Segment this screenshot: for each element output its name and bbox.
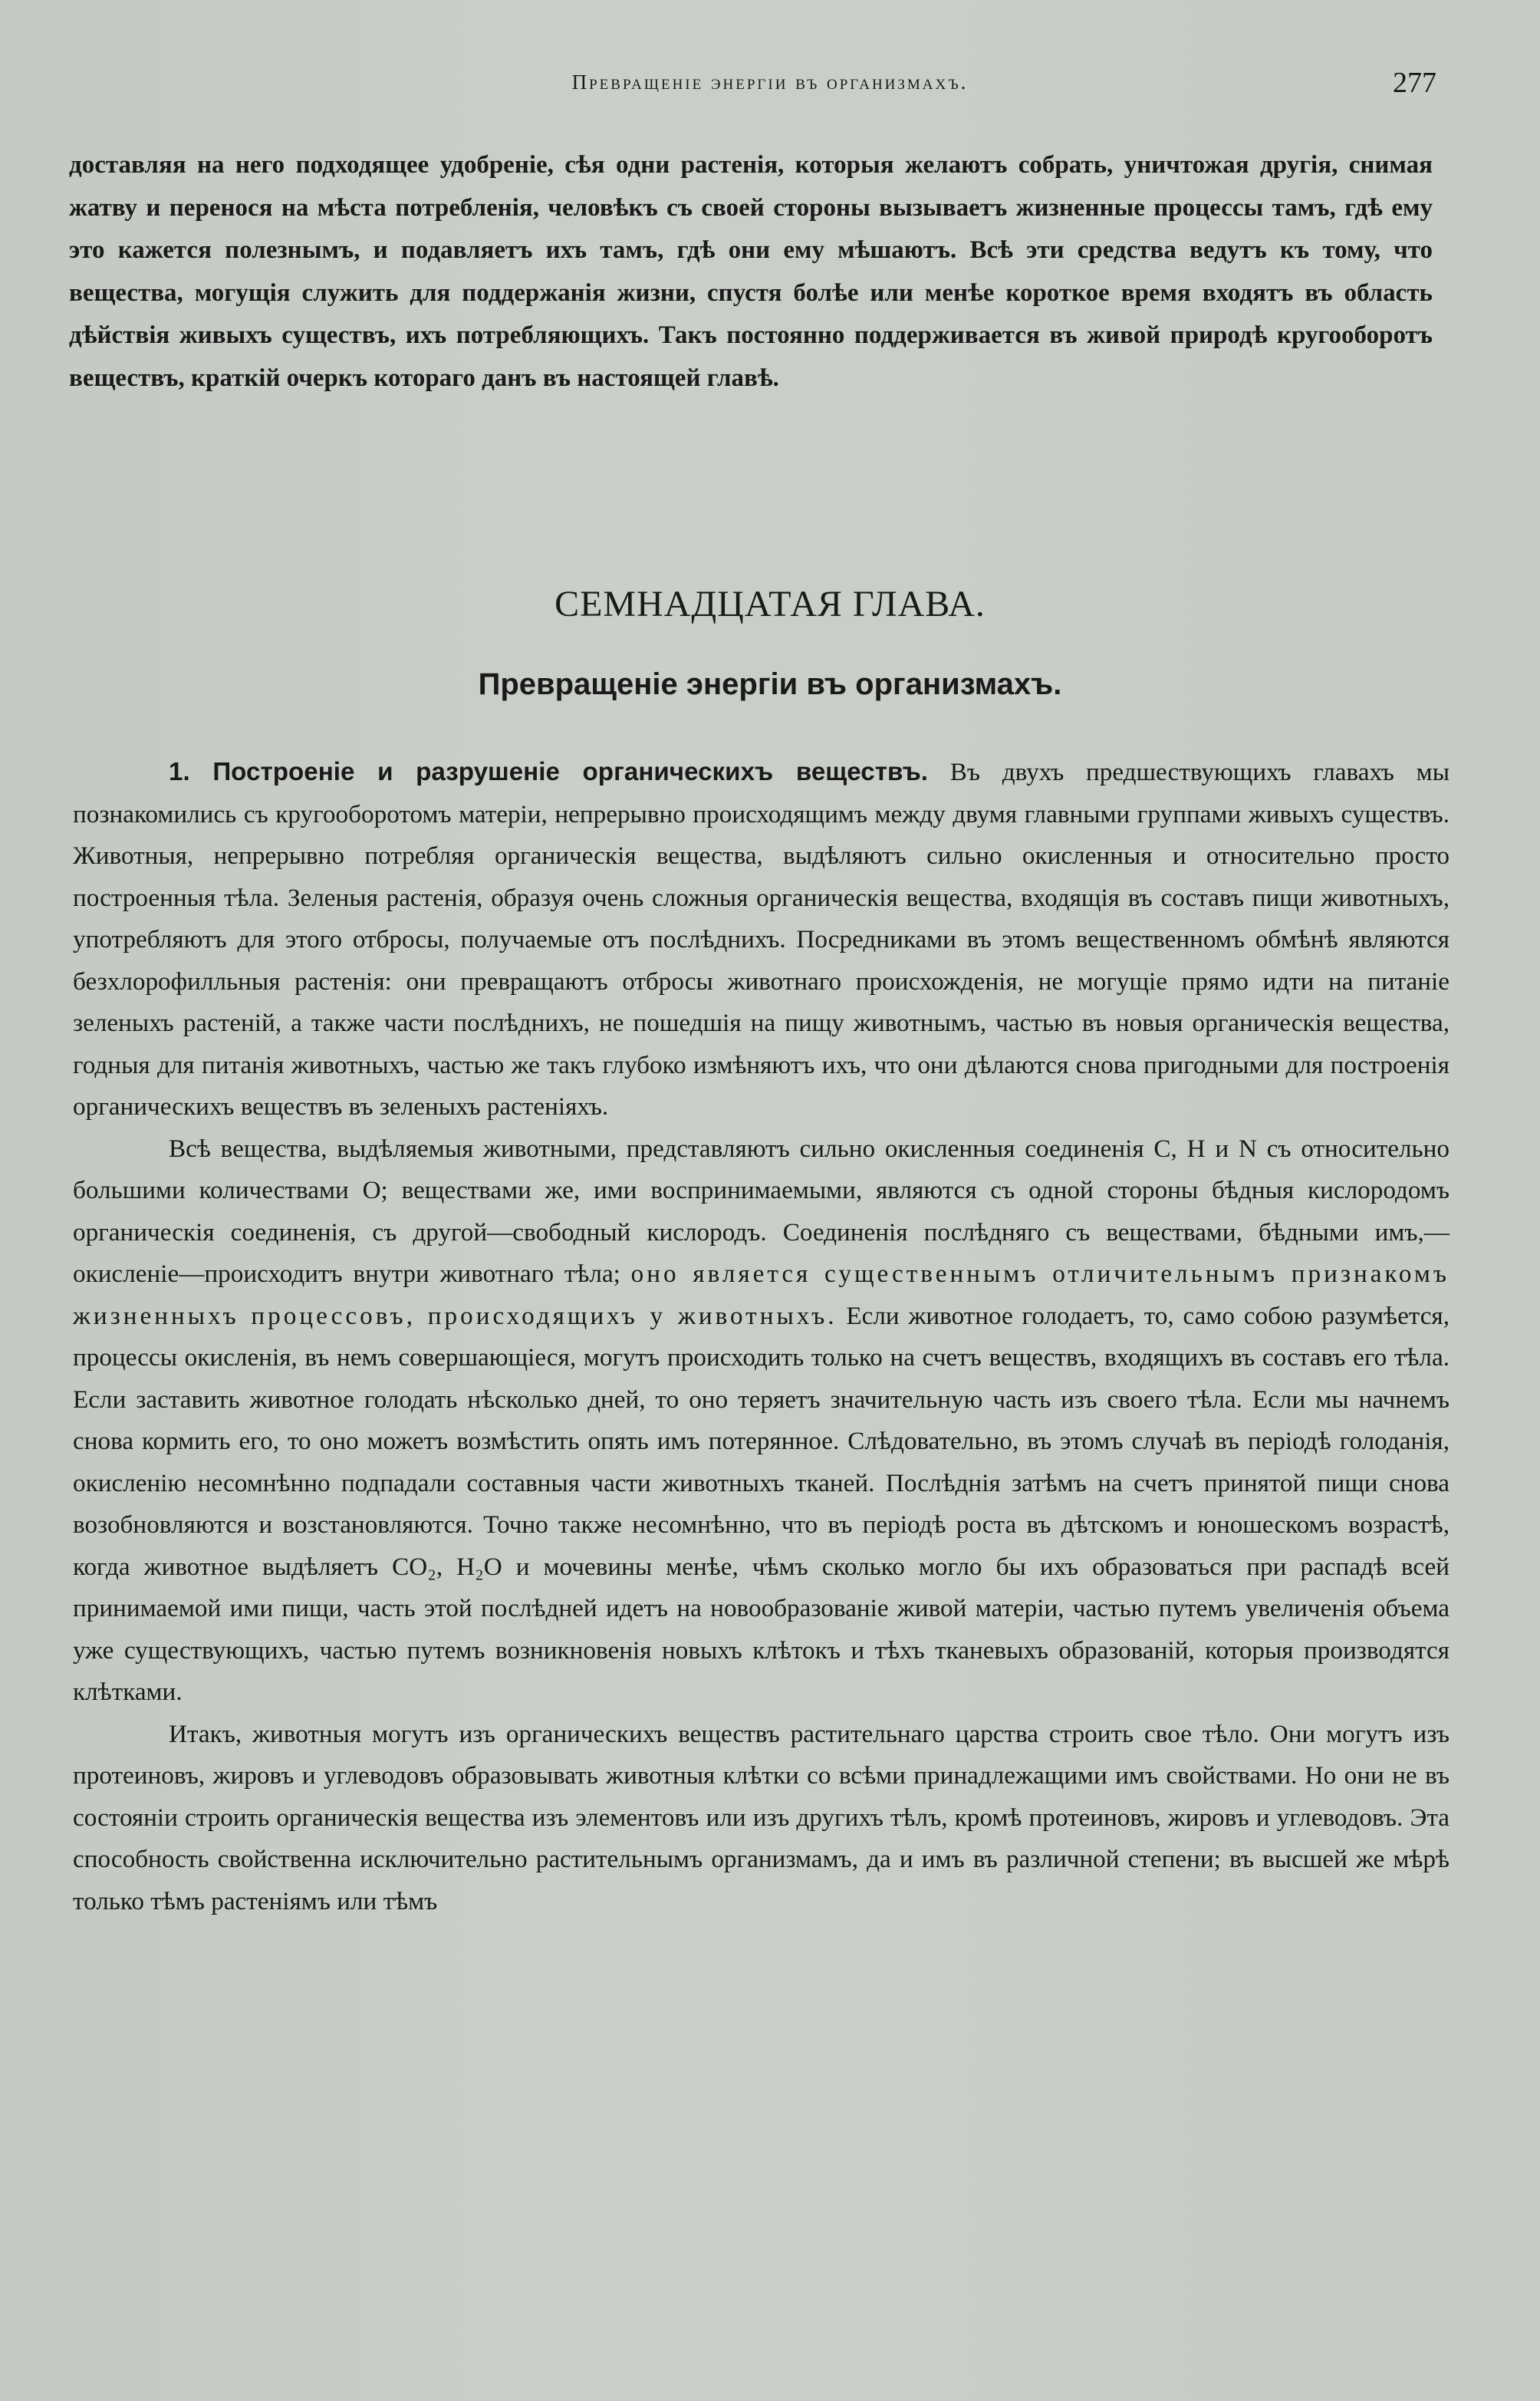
chapter-subtitle: Превращеніе энергіи въ организмахъ.	[478, 667, 1062, 701]
chapter-title: СЕМНАДЦАТАЯ ГЛАВА.	[554, 584, 986, 624]
paragraph-1	[73, 752, 1450, 1128]
running-head	[69, 67, 1471, 104]
paragraph-1-text: Въ двухъ предшествующихъ главахъ мы познакомились съ кругооборотомъ матеріи, непрерывно происходящимъ между двумя главными группами живыхъ существъ. Животныя, непрерывно потребляя органическія вещества, выдѣляютъ сильно окисленныя и относительно просто построенныя тѣла. Зеленыя растенія, образуя очень сложныя органическія вещества, входящія въ составъ пищи животныхъ, употребляютъ для этого отбросы, получаемые отъ послѣднихъ. Посредниками въ этомъ вещественномъ обмѣнѣ являются безхлорофилльныя растенія: они превращаютъ отбросы животнаго происхожденія, не могущіе прямо идти на питаніе зеленыхъ растеній, а также части послѣднихъ, не пошедшія на пищу животнымъ, частью въ новыя органическія вещества, годныя для питанія животныхъ, частью же такъ глубоко измѣняютъ ихъ, что они дѣлаются снова пригодными для построенія органическихъ веществъ въ зеленыхъ растеніяхъ.	[73, 758, 1450, 1121]
paragraph-3: Итакъ, животныя могутъ изъ органическихъ веществъ растительнаго царства строить свое тѣло. Они могутъ изъ протеиновъ, жировъ и углеводовъ образовывать животныя клѣтки со всѣми принадлежащими имъ свойствами. Но они не въ состояніи строить органическія вещества изъ элементовъ или изъ другихъ тѣлъ, кромѣ протеиновъ, жировъ и углеводовъ. Эта способность свойственна исключительно растительнымъ организмамъ, да и имъ въ различной степени; въ высшей же мѣрѣ только тѣмъ растеніямъ или тѣмъ	[73, 1719, 1450, 1915]
emphasized-text: оно является существеннымъ отличительнымъ признакомъ жизненныхъ процессовъ, происходящихъ у животныхъ.	[73, 1260, 1450, 1330]
page-number: 277	[1393, 67, 1436, 99]
paragraph-2-end: Если животное голодаетъ, то, само собою разумѣется, процессы окисленія, въ немъ совершающіеся, могутъ происходить только на счетъ веществъ, входящихъ въ составъ его тѣла. Если заставить животное голодать нѣсколько дней, то оно теряетъ значительную часть изъ своего тѣла. Если мы начнемъ снова кормить его, то оно можетъ возмѣстить опять имъ потерянное. Слѣдовательно, въ этомъ случаѣ въ періодѣ голоданія, окисленію несомнѣнно подпадали составныя части животныхъ тканей. Послѣднія затѣмъ на счетъ принятой пищи снова возобновляются и возстановляются. Точно также несомнѣнно, что въ періодѣ роста въ дѣтскомъ и юношескомъ возрастѣ, когда животное выдѣляетъ CO₂, H₂O и мочевины менѣе, чѣмъ сколько могло бы ихъ образоваться при распадѣ всей принимаемой ими пищи, часть этой послѣдней идетъ на новообразованіе живой матеріи, частью путемъ увеличенія объема уже существующихъ, частью путемъ возникновенія новыхъ клѣтокъ и тѣхъ тканевыхъ образованій, которыя производятся клѣтками.	[73, 1301, 1450, 1706]
section-heading: 1. Построеніе и разрушеніе органическихъ веществъ.	[169, 758, 929, 786]
chapter-body	[73, 752, 1450, 1922]
running-title: Превращеніе энергіи въ организмахъ.	[571, 71, 969, 94]
paragraph-2	[73, 1128, 1450, 1714]
paragraph-2-start: Всѣ вещества, выдѣляемыя животными, представляютъ сильно окисленныя соединенія C, H и N съ относительно большими количествами O; веществами же, ими воспринимаемыми, являются съ одной стороны бѣдныя кислородомъ органическія соединенія, съ другой—свободный кислородъ. Соединенія послѣдняго съ веществами, бѣдными имъ,—окисленіе—происходитъ внутри животнаго тѣла;	[73, 1134, 1450, 1288]
continued-paragraph: доставляя на него подходящее удобреніе, сѣя одни растенія, которыя желаютъ собрать, уничтожая другія, снимая жатву и перенося на мѣста потребленія, человѣкъ съ своей стороны вызываетъ жизненные процессы тамъ, гдѣ ему это кажется полезнымъ, и подавляетъ ихъ тамъ, гдѣ они ему мѣшаютъ. Всѣ эти средства ведутъ къ тому, что вещества, могущія служить для поддержанія жизни, спустя болѣе или менѣе короткое время входятъ въ область дѣйствія живыхъ существъ, ихъ потребляющихъ. Такъ постоянно поддерживается въ живой природѣ кругооборотъ веществъ, краткій очеркъ котораго данъ въ настоящей главѣ.	[69, 151, 1433, 392]
